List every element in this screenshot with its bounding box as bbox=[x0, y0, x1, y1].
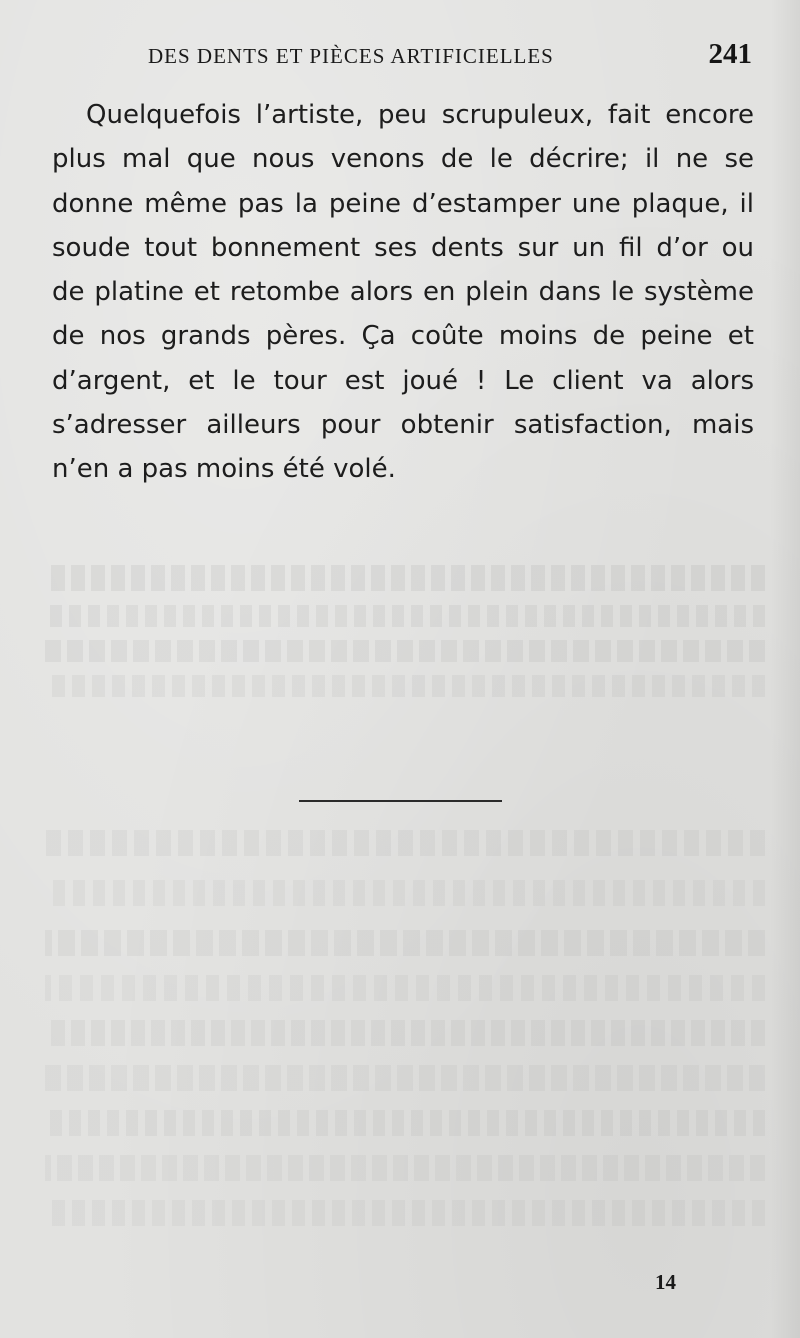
text-line: plus mal que nous venons de le décrire; il ne se bbox=[52, 144, 754, 175]
section-rule bbox=[299, 800, 502, 802]
running-head: DES DENTS ET PIÈCES ARTIFICIELLES bbox=[148, 44, 554, 68]
signature-mark: 14 bbox=[655, 1270, 676, 1294]
text-line: s’adresser ailleurs pour obtenir satisfaction, mais bbox=[52, 410, 754, 441]
text-line: Quelquefois l’artiste, peu scrupuleux, fait encore bbox=[86, 100, 754, 130]
text-line: d’argent, et le tour est joué ! Le client va alors bbox=[52, 365, 754, 396]
text-line: donne même pas la peine d’estamper une plaque, il bbox=[52, 188, 754, 219]
page-number: 241 bbox=[708, 38, 752, 70]
text-line: de platine et retombe alors en plein dans le système bbox=[52, 277, 754, 308]
text-line: soude tout bonnement ses dents sur un fil d’or ou bbox=[52, 232, 754, 263]
page-edge-shadow bbox=[770, 0, 800, 1338]
text-line: n’en a pas moins été volé. bbox=[52, 454, 396, 485]
body-paragraph bbox=[52, 93, 754, 492]
text-line: de nos grands pères. Ça coûte moins de peine et bbox=[52, 321, 754, 352]
